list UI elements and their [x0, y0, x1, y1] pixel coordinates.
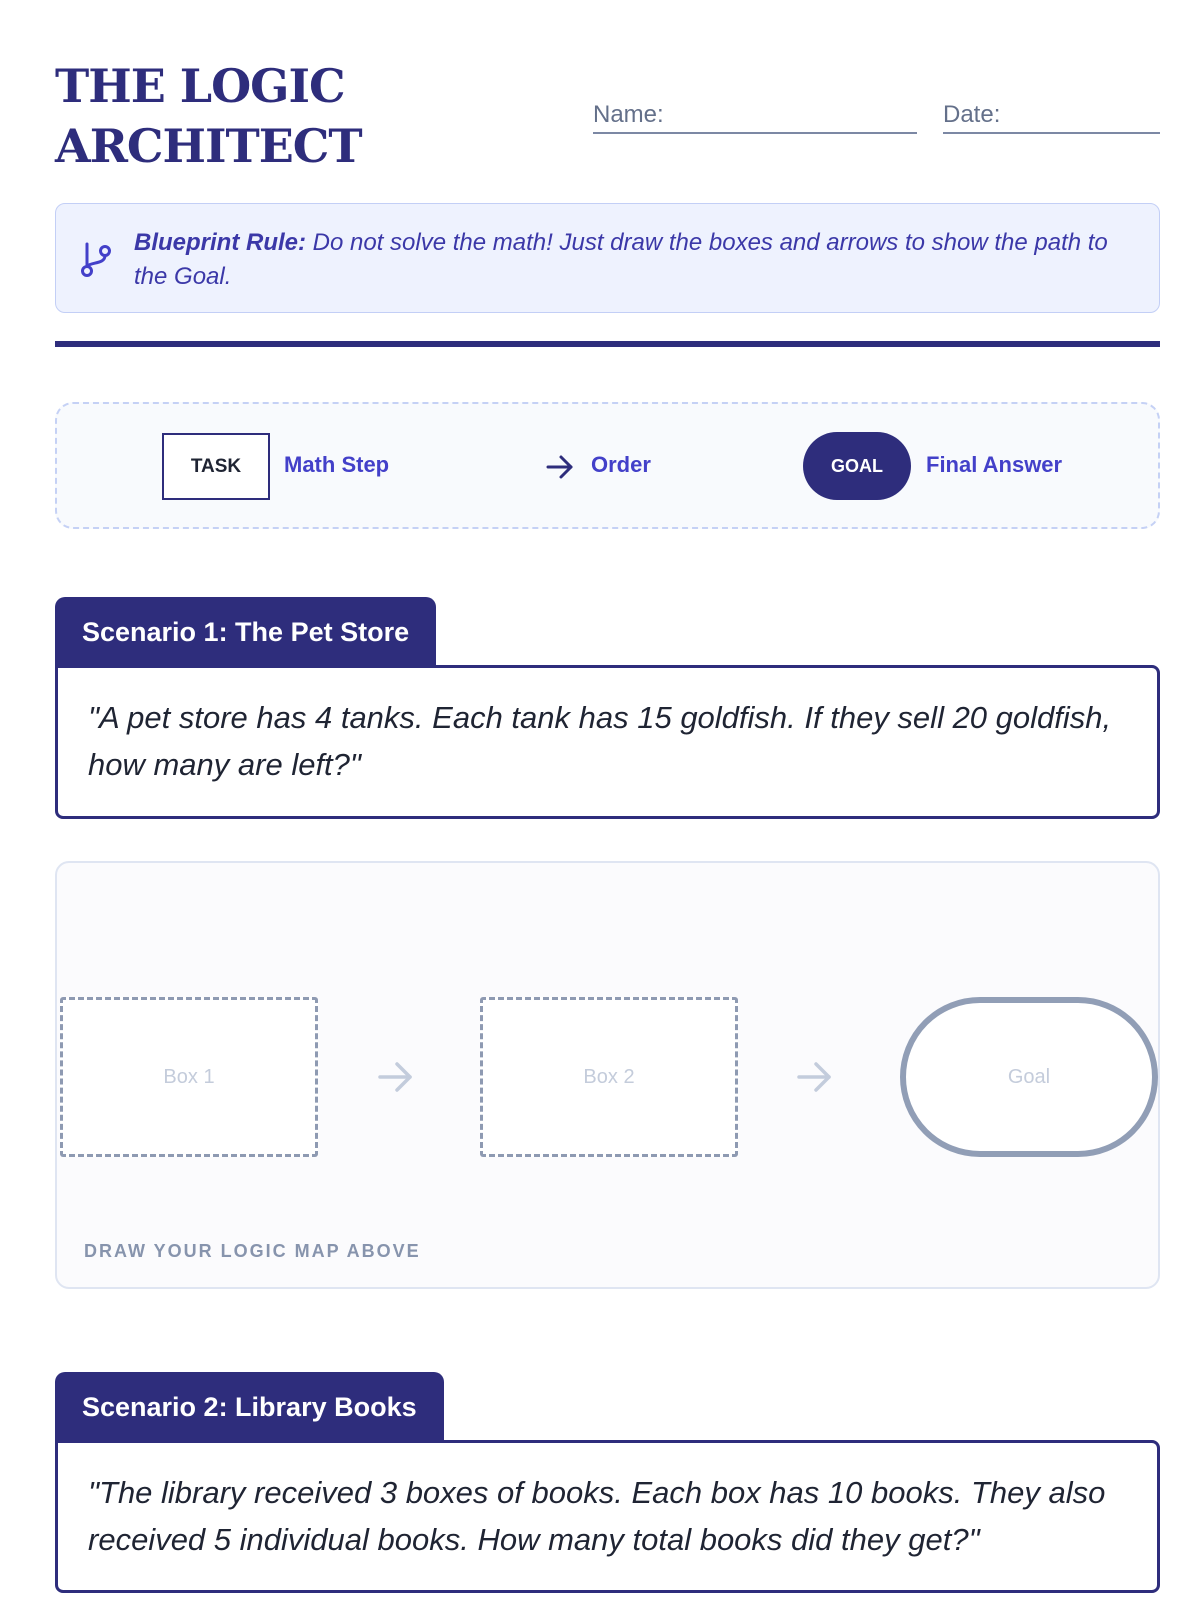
map-caption: DRAW YOUR LOGIC MAP ABOVE — [84, 1241, 421, 1261]
rule-lead: Blueprint Rule: — [134, 229, 306, 256]
legend-goal-pill: GOAL — [803, 432, 911, 500]
page-title — [55, 56, 475, 176]
legend-goal-label: Final Answer — [926, 452, 1063, 477]
blueprint-rule-callout — [55, 203, 1160, 313]
date-field[interactable] — [943, 100, 1160, 134]
title-line-2: ARCHITECT — [55, 119, 362, 173]
legend — [55, 402, 1160, 529]
map-box-2[interactable]: Box 2 — [480, 997, 738, 1157]
scenario-1-tab: Scenario 1: The Pet Store — [55, 597, 436, 667]
date-label: Date: — [943, 101, 1001, 128]
arrow-right-icon — [376, 1059, 416, 1095]
name-field[interactable] — [593, 100, 917, 134]
scenario-2-text: "The library received 3 boxes of books. Each box has 10 books. They also received 5 individual books. How many total books did they get?" — [55, 1440, 1160, 1593]
arrow-right-icon — [795, 1059, 835, 1095]
blueprint-rule-text — [134, 226, 1124, 294]
git-branch-icon — [78, 240, 114, 278]
map-goal[interactable]: Goal — [900, 997, 1158, 1157]
legend-task-label: Math Step — [284, 452, 390, 477]
legend-task-box: TASK — [162, 433, 270, 500]
section-divider — [55, 341, 1160, 347]
name-label: Name: — [593, 101, 664, 128]
rule-body: Do not solve the math! Just draw the boxes and arrows to show the path to the Goal. — [134, 229, 1108, 290]
map-box-1[interactable]: Box 1 — [60, 997, 318, 1157]
worksheet-header — [55, 56, 1160, 176]
legend-arrow-label: Order — [591, 452, 651, 477]
scenario-2-tab: Scenario 2: Library Books — [55, 1372, 444, 1442]
scenario-1-text: "A pet store has 4 tanks. Each tank has 15 goldfish. If they sell 20 goldfish, how many are left?" — [55, 665, 1160, 819]
title-line-1: THE LOGIC — [55, 59, 345, 113]
logic-map-area[interactable] — [55, 861, 1160, 1289]
arrow-right-icon — [544, 451, 576, 483]
